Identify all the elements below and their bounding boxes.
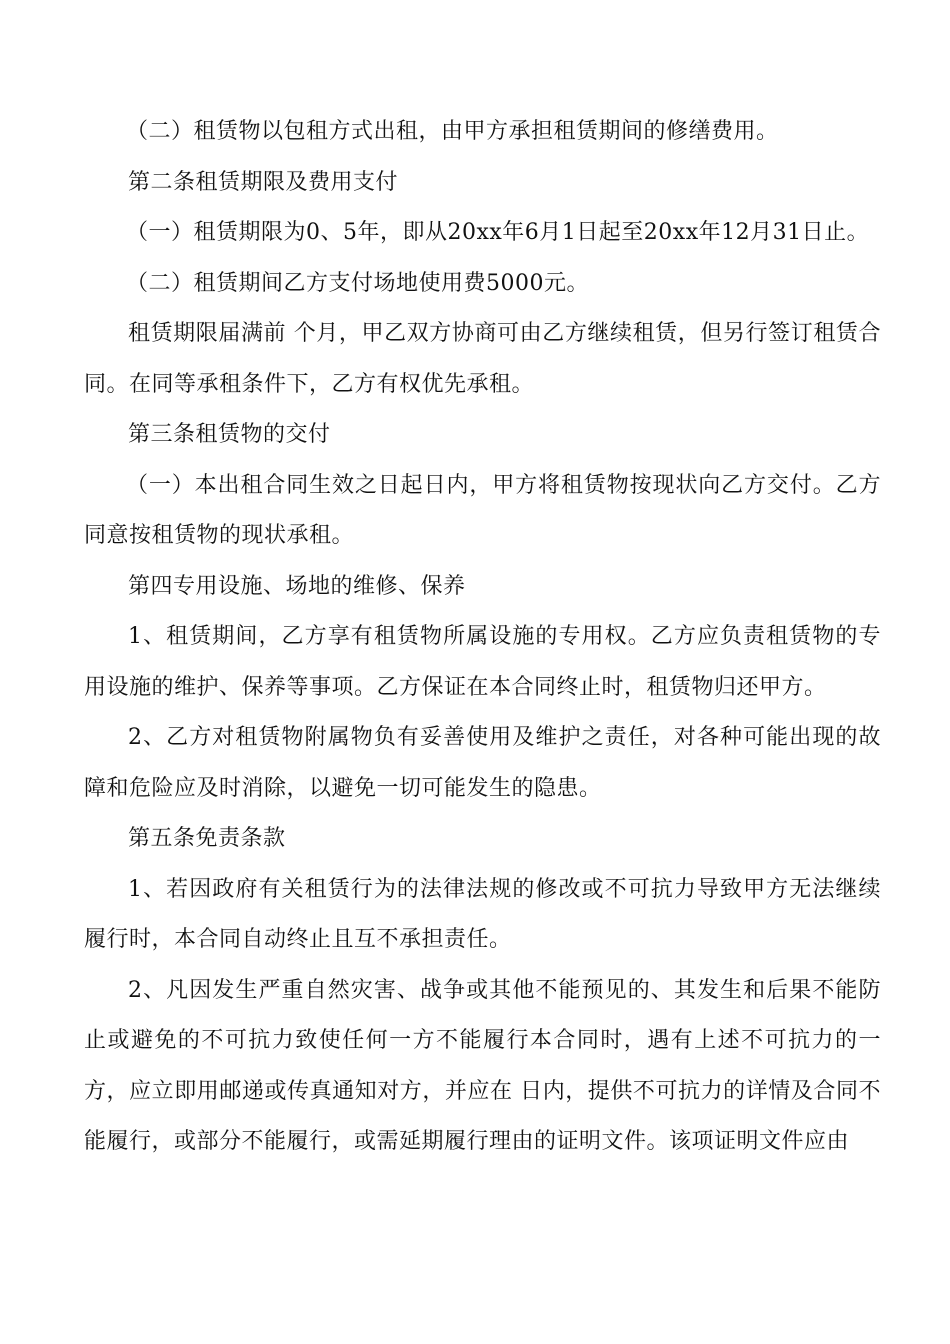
heading-article-3: 第三条租赁物的交付 xyxy=(128,422,331,447)
paragraph-renewal: 租赁期限届满前 个月，甲乙双方协商可由乙方继续租赁，但另行签订租赁合同。在同等承租条件下，乙方有权优先承租。 xyxy=(84,321,881,397)
paragraph-maintenance-duty: 2、乙方对租赁物附属物负有妥善使用及维护之责任，对各种可能出现的故障和危险应及时消除，以避免一切可能发生的隐患。 xyxy=(84,725,881,801)
document-page xyxy=(84,107,881,1168)
paragraph-exemption-2: 2、凡因发生严重自然灾害、战争或其他不能预见的、其发生和后果不能防止或避免的不可抗力致使任何一方不能履行本合同时，遇有上述不可抗力的一方，应立即用邮递或传真通知对方，并应在 日内，提供不可抗力的详情及合同不能履行，或部分不能履行，或需延期履行理由的证明文件。该项证明文件应由 xyxy=(84,977,881,1154)
paragraph-exemption-1: 1、若因政府有关租赁行为的法律法规的修改或不可抗力导致甲方无法继续履行时，本合同自动终止且互不承担责任。 xyxy=(84,876,881,952)
heading-article-2: 第二条租赁期限及费用支付 xyxy=(128,169,399,195)
paragraph-delivery: （一）本出租合同生效之日起日内，甲方将租赁物按现状向乙方交付。乙方同意按租赁物的现状承租。 xyxy=(84,472,881,548)
paragraph-repair-costs: （二）租赁物以包租方式出租，由甲方承担租赁期间的修缮费用。 xyxy=(126,119,779,144)
paragraph-facility-use: 1、租赁期间，乙方享有租赁物所属设施的专用权。乙方应负责租赁物的专用设施的维护、保养等事项。乙方保证在本合同终止时，租赁物归还甲方。 xyxy=(84,624,881,700)
heading-article-4: 第四专用设施、场地的维修、保养 xyxy=(128,573,466,599)
heading-article-5: 第五条免责条款 xyxy=(128,826,286,851)
paragraph-site-fee: （二）租赁期间乙方支付场地使用费5000元。 xyxy=(126,270,589,296)
paragraph-lease-term: （一）租赁期限为0、5年，即从20xx年6月1日起至20xx年12月31日止。 xyxy=(126,220,870,245)
